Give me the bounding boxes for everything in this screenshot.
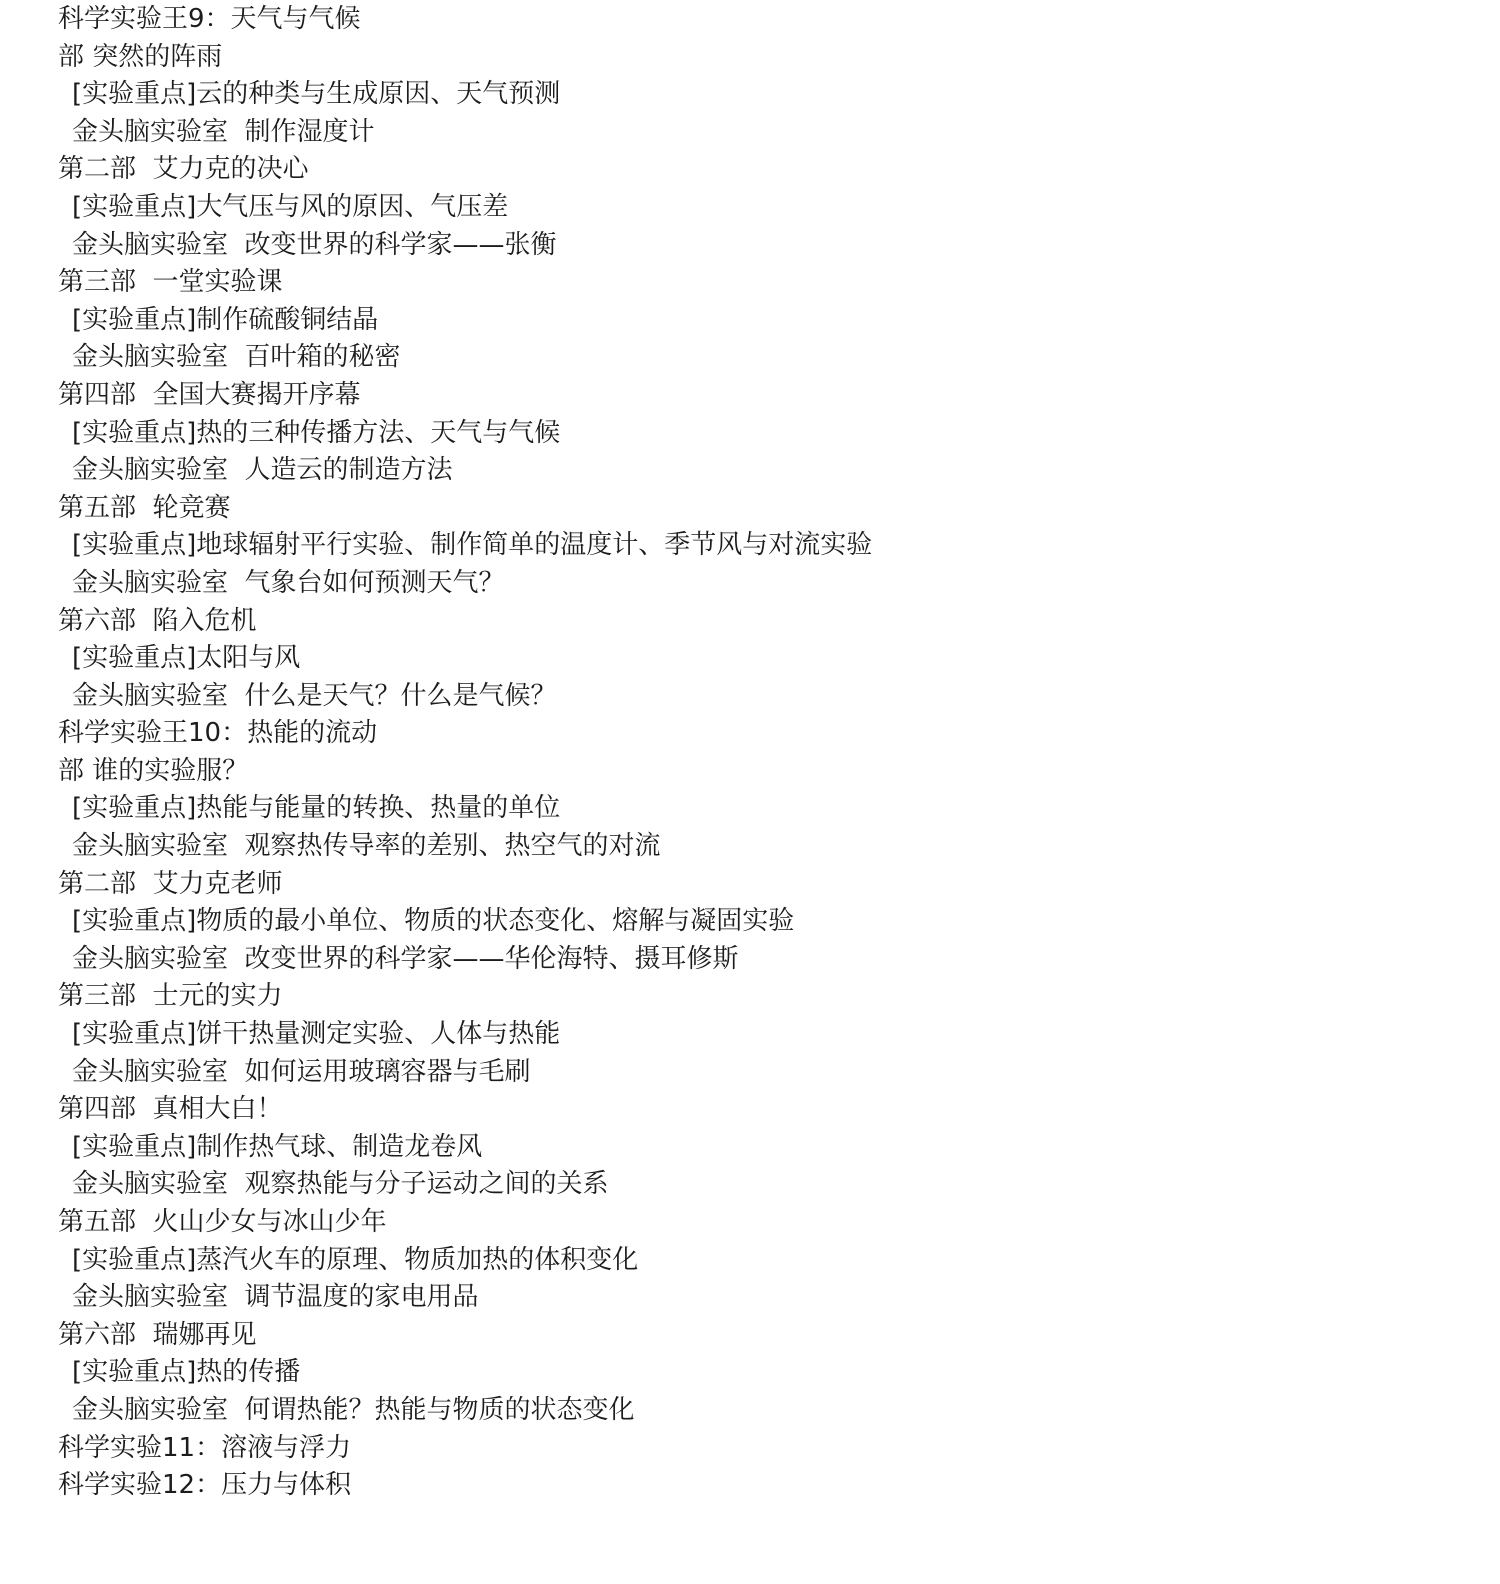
chapter-heading: 第五部 火山少女与冰山少年 <box>58 1207 387 1237</box>
chapter-heading: 第二部 艾力克的决心 <box>58 154 309 185</box>
experiment-focus-line: [实验重点]热的三种传播方法、天气与气候 <box>72 417 561 448</box>
document-body <box>58 1 1458 1505</box>
experiment-focus-line: [实验重点]蒸汽火车的原理、物质加热的体积变化 <box>72 1244 639 1275</box>
lab-line: 金头脑实验室 如何运用玻璃容器与毛刷 <box>72 1056 531 1087</box>
lab-line: 金头脑实验室 观察热传导率的差别、热空气的对流 <box>72 831 661 862</box>
chapter-heading: 第五部 轮竞赛 <box>58 492 231 523</box>
experiment-focus-line: [实验重点]制作硫酸铜结晶 <box>72 304 379 335</box>
lab-line: 金头脑实验室 什么是天气？什么是气候？ <box>72 680 557 711</box>
experiment-focus-line: [实验重点]热能与能量的转换、热量的单位 <box>72 793 561 824</box>
chapter-heading: 第四部 全国大赛揭开序幕 <box>58 379 361 410</box>
lab-line: 金头脑实验室 制作湿度计 <box>72 116 375 147</box>
volume-title: 科学实验王9：天气与气候 <box>58 4 361 34</box>
chapter-heading: 第四部 真相大白！ <box>58 1094 283 1125</box>
volume-title: 科学实验11：溶液与浮力 <box>58 1432 352 1463</box>
chapter-heading: 部 突然的阵雨 <box>58 41 223 72</box>
chapter-heading: 第三部 一堂实验课 <box>58 267 283 298</box>
lab-line: 金头脑实验室 观察热能与分子运动之间的关系 <box>72 1169 609 1200</box>
chapter-heading: 部 谁的实验服？ <box>58 755 249 786</box>
experiment-focus-line: [实验重点]太阳与风 <box>72 643 301 674</box>
lab-line: 金头脑实验室 百叶箱的秘密 <box>72 342 401 373</box>
experiment-focus-line: [实验重点]制作热气球、制造龙卷风 <box>72 1131 483 1162</box>
experiment-focus-line: [实验重点]饼干热量测定实验、人体与热能 <box>72 1019 561 1050</box>
experiment-focus-line: [实验重点]大气压与风的原因、气压差 <box>72 191 509 222</box>
lab-line: 金头脑实验室 调节温度的家电用品 <box>72 1282 479 1313</box>
lab-line: 金头脑实验室 改变世界的科学家——华伦海特、摄耳修斯 <box>72 943 739 974</box>
experiment-focus-line: [实验重点]物质的最小单位、物质的状态变化、熔解与凝固实验 <box>72 906 795 937</box>
chapter-heading: 第六部 陷入危机 <box>58 605 257 636</box>
lab-line: 金头脑实验室 何谓热能？热能与物质的状态变化 <box>72 1394 635 1425</box>
chapter-heading: 第二部 艾力克老师 <box>58 868 283 899</box>
volume-title: 科学实验王10：热能的流动 <box>58 718 378 749</box>
experiment-focus-line: [实验重点]热的传播 <box>72 1357 301 1388</box>
lab-line: 金头脑实验室 改变世界的科学家——张衡 <box>72 229 557 260</box>
lab-line: 金头脑实验室 气象台如何预测天气？ <box>72 567 505 598</box>
experiment-focus-line: [实验重点]云的种类与生成原因、天气预测 <box>72 79 561 110</box>
volume-title: 科学实验12：压力与体积 <box>58 1470 352 1501</box>
chapter-heading: 第六部 瑞娜再见 <box>58 1319 257 1350</box>
lab-line: 金头脑实验室 人造云的制造方法 <box>72 455 453 486</box>
chapter-heading: 第三部 士元的实力 <box>58 981 283 1012</box>
experiment-focus-line: [实验重点]地球辐射平行实验、制作简单的温度计、季节风与对流实验 <box>72 530 873 561</box>
